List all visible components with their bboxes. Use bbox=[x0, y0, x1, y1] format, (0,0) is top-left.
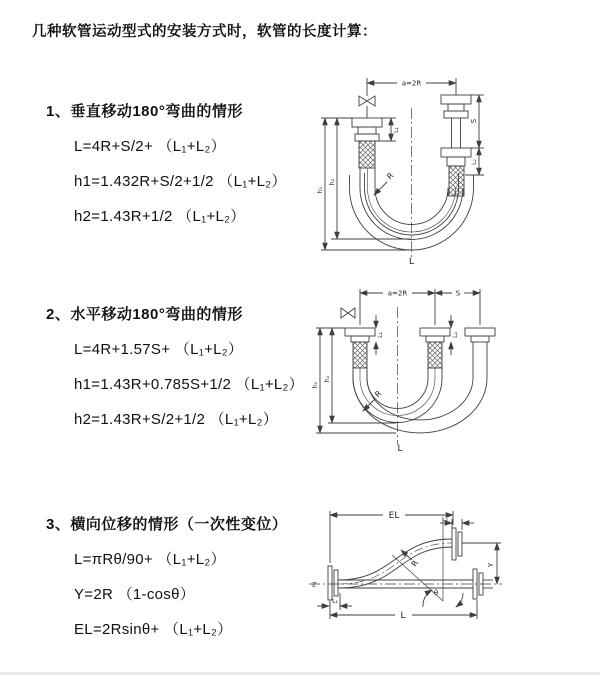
dim-h1-h2 bbox=[317, 118, 411, 250]
dim-label-h2: h₂ bbox=[324, 375, 331, 383]
dim-label-y: Y bbox=[487, 562, 495, 568]
dim-a-2r bbox=[360, 289, 480, 325]
radius-callout bbox=[363, 389, 384, 411]
dim-s-l2 bbox=[465, 95, 484, 175]
left-flange-fitting bbox=[328, 566, 338, 600]
formula-line: h2=1.43R+1/2 （L₁+L₂） bbox=[74, 208, 246, 225]
dim-label-h2: h₂ bbox=[329, 178, 336, 186]
formula-line: L=4R+S/2+ （L₁+L₂） bbox=[74, 138, 226, 155]
dim-label-r: R bbox=[409, 558, 421, 569]
valve-icon bbox=[341, 308, 355, 318]
dim-l1-l2 bbox=[376, 315, 459, 355]
dim-l2 bbox=[440, 516, 474, 530]
section-1-heading: 1、垂直移动180°弯曲的情形 bbox=[46, 103, 243, 120]
dim-label-r: R bbox=[385, 170, 396, 182]
formula-line: h1=1.43R+0.785S+1/2 （L₁+L₂） bbox=[74, 376, 304, 393]
dim-label-l: L bbox=[408, 257, 415, 267]
page-title: 几种软管运动型式的安装方式时，软管的长度计算： bbox=[32, 24, 377, 40]
formula-line: h1=1.432R+S/2+1/2 （L₁+L₂） bbox=[74, 173, 287, 190]
centerline-break-symbol: Z bbox=[311, 581, 317, 589]
hose-arcs bbox=[353, 363, 487, 433]
dim-label-a2r: a=2R bbox=[387, 289, 408, 298]
dim-label-r: R bbox=[373, 388, 384, 400]
dim-label-l: L bbox=[397, 444, 403, 454]
dim-label-l2: L₂ bbox=[471, 159, 478, 165]
section-3-heading: 3、横向位移的情形（一次性变位） bbox=[46, 516, 288, 533]
dim-label-a2r: a=2R bbox=[401, 79, 422, 88]
formula-line: Y=2R （1-cosθ） bbox=[74, 586, 196, 603]
formula-line: L=πRθ/90+ （L₁+L₂） bbox=[74, 551, 226, 568]
dim-label-theta: θ bbox=[433, 589, 439, 597]
section-vertical-movement bbox=[46, 100, 287, 226]
dim-label-l1: L₁ bbox=[377, 332, 384, 338]
lateral-displacement-diagram bbox=[295, 503, 590, 651]
dim-el bbox=[330, 511, 453, 563]
section-2-heading: 2、水平移动180°弯曲的情形 bbox=[46, 306, 243, 323]
left-pipe-fitting bbox=[345, 328, 375, 368]
dim-label-el: EL bbox=[388, 511, 400, 521]
dim-label-l1: L₁ bbox=[393, 127, 400, 133]
radius-callout bbox=[374, 171, 396, 195]
horizontal-180-bend-diagram bbox=[310, 283, 585, 458]
dim-l1 bbox=[317, 593, 352, 610]
dim-l bbox=[330, 600, 477, 621]
dim-a-2r bbox=[367, 78, 456, 95]
formula-line: EL=2Rsinθ+ （L₁+L₂） bbox=[74, 621, 233, 638]
dim-label-l2: L₂ bbox=[452, 332, 459, 338]
formula-line: h2=1.43R+S/2+1/2 （L₁+L₂） bbox=[74, 411, 279, 428]
dim-label-s: S bbox=[455, 289, 461, 298]
right-pipe-fitting bbox=[441, 95, 471, 196]
hose-displaced-position bbox=[338, 528, 462, 588]
valve-icon bbox=[359, 78, 375, 118]
dim-y bbox=[462, 543, 501, 584]
dim-label-l2: L₂ bbox=[442, 516, 448, 523]
formula-line: L=4R+1.57S+ （L₁+L₂） bbox=[74, 341, 244, 358]
dim-label-l: L bbox=[400, 611, 406, 621]
vertical-180-bend-diagram bbox=[313, 70, 578, 268]
right-pipe-fitting bbox=[465, 328, 495, 363]
dim-label-l1: L₁ bbox=[332, 598, 338, 605]
middle-pipe-fitting bbox=[420, 328, 450, 368]
dim-label-h1: h₁ bbox=[312, 381, 319, 389]
dim-label-s: S bbox=[470, 118, 478, 124]
section-horizontal-movement bbox=[46, 303, 304, 429]
left-pipe-fitting bbox=[352, 118, 382, 168]
section-lateral-displacement bbox=[46, 513, 287, 639]
dim-label-h1: h₁ bbox=[317, 186, 324, 194]
